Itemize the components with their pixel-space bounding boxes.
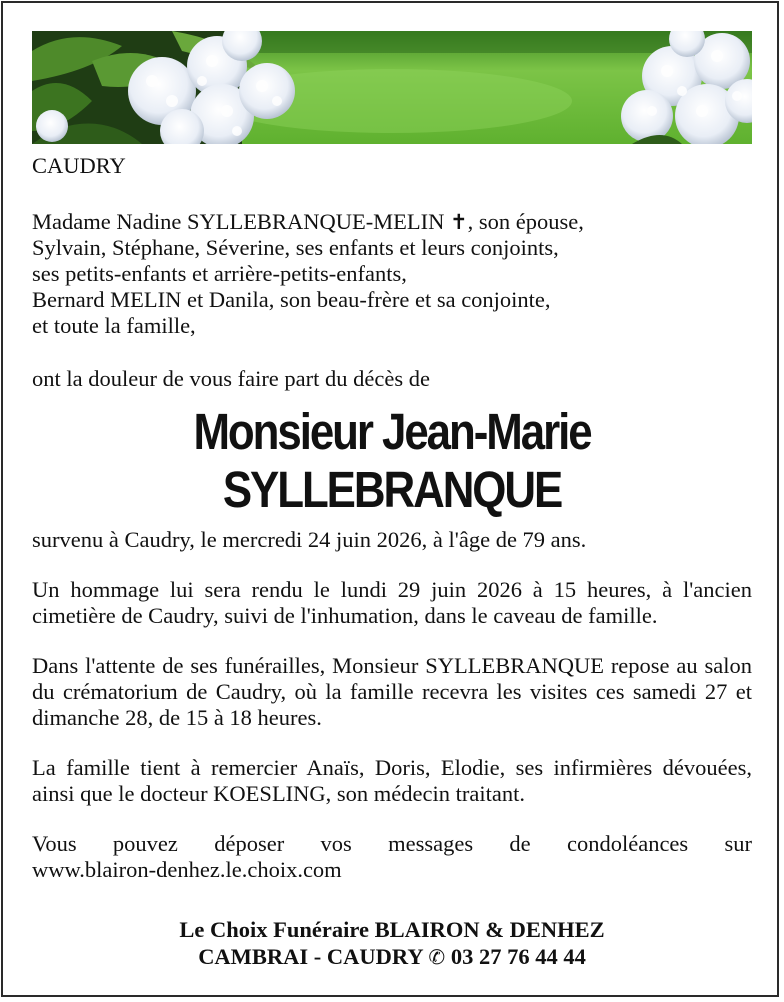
family-line: ses petits-enfants et arrière-petits-enfants, [32, 261, 407, 286]
hydrangea-banner-image [32, 31, 752, 144]
ceremony-paragraph: Un hommage lui sera rendu le lundi 29 juin 2026 à 15 heures, à l'ancien cimetière de Caudry, suivi de l'inhumation, dans le caveau de famille. [32, 577, 752, 628]
family-line [32, 209, 752, 235]
thanks-paragraph: La famille tient à remercier Anaïs, Doris, Elodie, ses infirmières dévouées, ainsi que le docteur KOESLING, son médecin traitant. [32, 755, 752, 806]
family-line: Sylvain, Stéphane, Séverine, ses enfants et leurs conjoints, [32, 235, 559, 260]
deceased-name-line2: SYLLEBRANQUE [222, 461, 562, 518]
family-line: et toute la famille, [32, 313, 196, 338]
funeral-home-phone: 03 27 76 44 44 [445, 944, 586, 969]
funeral-home-name: Le Choix Funéraire BLAIRON & DENHEZ [179, 917, 605, 942]
condolences-url: www.blairon-denhez.le.choix.com [32, 857, 342, 882]
condolences-paragraph [32, 831, 752, 883]
announcement-intro: ont la douleur de vous faire part du décès de [32, 366, 430, 391]
funeral-home-locations: CAMBRAI - CAUDRY [198, 944, 429, 969]
cross-icon: ✝ [450, 210, 468, 234]
death-info: survenu à Caudry, le mercredi 24 juin 2026, à l'âge de 79 ans. [32, 527, 587, 552]
family-line: Bernard MELIN et Danila, son beau-frère et sa conjointe, [32, 287, 551, 312]
phone-icon: ✆ [428, 945, 446, 969]
condolences-text: Vous pouvez déposer vos messages de condoléances sur [32, 831, 752, 856]
family-line1-start: Madame Nadine SYLLEBRANQUE-MELIN [32, 209, 451, 234]
deceased-name-line1: Monsieur Jean-Marie [193, 403, 591, 460]
family-announcers [32, 209, 752, 339]
funeral-home-contact [32, 943, 752, 971]
deceased-name [82, 403, 701, 519]
visitation-paragraph: Dans l'attente de ses funérailles, Monsieur SYLLEBRANQUE repose au salon du crématorium de Caudry, où la famille recevra les visites ces samedi 27 et dimanche 28, de 15 à 18 heures. [32, 653, 752, 730]
family-line1-end: , son épouse, [467, 209, 584, 234]
funeral-home-footer [32, 916, 752, 971]
city-heading: CAUDRY [32, 153, 126, 178]
notice-body [32, 150, 752, 883]
